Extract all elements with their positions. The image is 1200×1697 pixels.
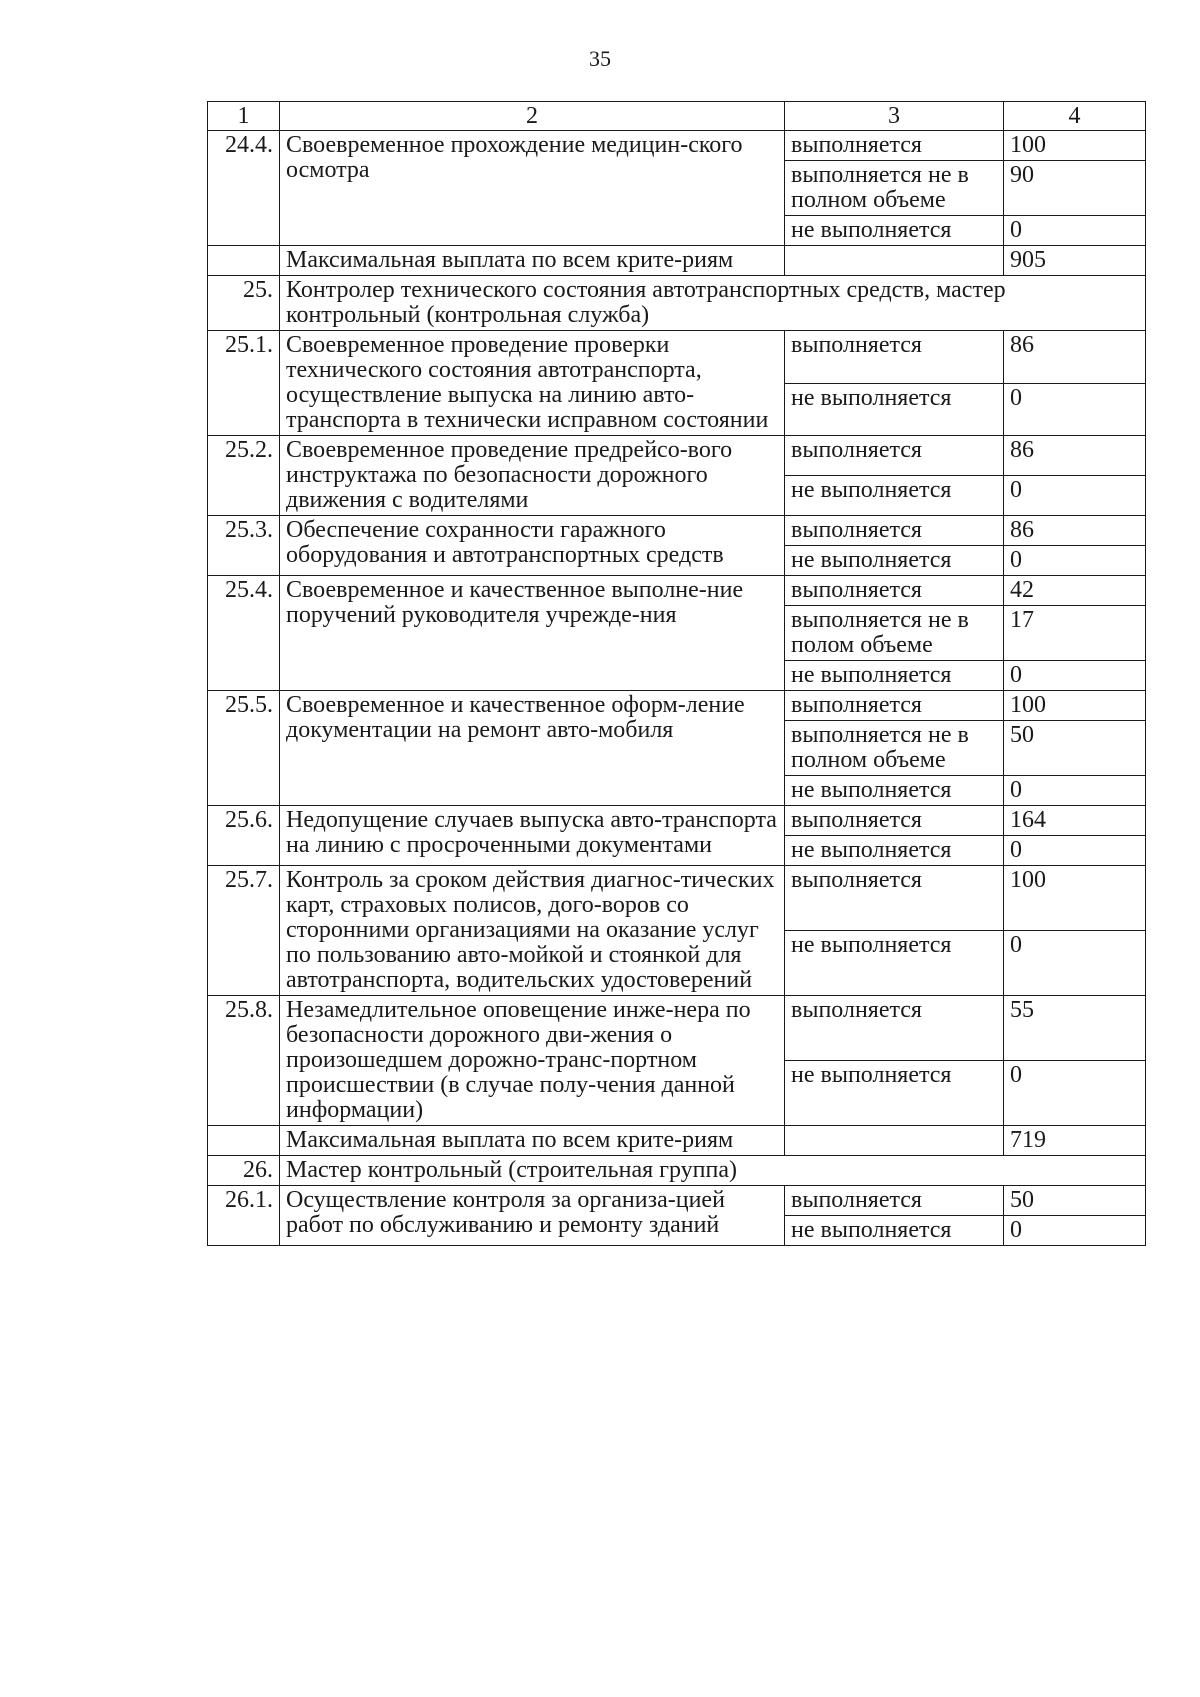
status-cell: выполняется не в полном объеме — [785, 721, 1004, 776]
status-cell: не выполняется — [785, 476, 1004, 516]
section-number: 25. — [208, 276, 280, 331]
total-value: 719 — [1004, 1126, 1146, 1156]
value-cell: 86 — [1004, 516, 1146, 546]
criterion-text: Своевременное и качественное выполне-ние поручений руководителя учрежде-ния — [280, 576, 785, 691]
value-cell: 50 — [1004, 721, 1146, 776]
page-number: 35 — [589, 46, 611, 71]
status-cell: выполняется не в полном объеме — [785, 161, 1004, 216]
criterion-text: Своевременное и качественное оформ-ление документации на ремонт авто-мобиля — [280, 691, 785, 806]
value-cell: 0 — [1004, 836, 1146, 866]
table-row — [208, 576, 1146, 606]
table-body — [208, 102, 1146, 1246]
row-number: 25.4. — [208, 576, 280, 691]
value-cell: 100 — [1004, 866, 1146, 931]
value-cell: 100 — [1004, 691, 1146, 721]
status-cell: не выполняется — [785, 546, 1004, 576]
status-cell: выполняется — [785, 331, 1004, 384]
header-col-4: 4 — [1004, 102, 1146, 131]
criterion-text: Осуществление контроля за организа-цией работ по обслуживанию и ремонту зданий — [280, 1186, 785, 1246]
total-row — [208, 246, 1146, 276]
row-number: 25.5. — [208, 691, 280, 806]
criterion-text: Недопущение случаев выпуска авто-транспорта на линию с просроченными документами — [280, 806, 785, 866]
section-title: Контролер технического состояния автотранспортных средств, мастер контрольный (контрольная служба) — [280, 276, 1146, 331]
table-row — [208, 436, 1146, 476]
value-cell: 90 — [1004, 161, 1146, 216]
section-row — [208, 276, 1146, 331]
row-number — [208, 246, 280, 276]
row-number: 24.4. — [208, 131, 280, 246]
section-title: Мастер контрольный (строительная группа) — [280, 1156, 1146, 1186]
status-cell: не выполняется — [785, 383, 1004, 436]
value-cell: 42 — [1004, 576, 1146, 606]
status-cell: не выполняется — [785, 1061, 1004, 1126]
value-cell: 100 — [1004, 131, 1146, 161]
value-cell: 0 — [1004, 1061, 1146, 1126]
status-cell: не выполняется — [785, 931, 1004, 996]
row-number: 25.2. — [208, 436, 280, 516]
section-number: 26. — [208, 1156, 280, 1186]
header-row — [208, 102, 1146, 131]
value-cell: 17 — [1004, 606, 1146, 661]
value-cell: 55 — [1004, 996, 1146, 1061]
table-row — [208, 806, 1146, 836]
status-cell: выполняется — [785, 806, 1004, 836]
total-value: 905 — [1004, 246, 1146, 276]
value-cell: 0 — [1004, 1216, 1146, 1246]
value-cell: 86 — [1004, 331, 1146, 384]
row-number — [208, 1126, 280, 1156]
status-cell: выполняется — [785, 691, 1004, 721]
total-label: Максимальная выплата по всем крите-риям — [280, 246, 785, 276]
table-row — [208, 516, 1146, 546]
value-cell: 0 — [1004, 776, 1146, 806]
table-row — [208, 131, 1146, 161]
status-cell: выполняется — [785, 131, 1004, 161]
value-cell: 0 — [1004, 931, 1146, 996]
status-cell: выполняется — [785, 866, 1004, 931]
status-cell: выполняется — [785, 576, 1004, 606]
total-row — [208, 1126, 1146, 1156]
criterion-text: Своевременное проведение предрейсо-вого инструктажа по безопасности дорожного движения с водителями — [280, 436, 785, 516]
value-cell: 0 — [1004, 476, 1146, 516]
row-number: 25.1. — [208, 331, 280, 436]
table-row — [208, 1186, 1146, 1216]
row-number: 25.3. — [208, 516, 280, 576]
value-cell: 0 — [1004, 546, 1146, 576]
status-cell — [785, 1126, 1004, 1156]
table-row — [208, 691, 1146, 721]
table-row — [208, 866, 1146, 931]
status-cell: не выполняется — [785, 661, 1004, 691]
status-cell: не выполняется — [785, 1216, 1004, 1246]
status-cell: выполняется — [785, 436, 1004, 476]
status-cell: выполняется — [785, 1186, 1004, 1216]
status-cell: не выполняется — [785, 776, 1004, 806]
criteria-table — [207, 101, 1146, 1246]
value-cell: 0 — [1004, 216, 1146, 246]
status-cell — [785, 246, 1004, 276]
status-cell: выполняется не в полом объеме — [785, 606, 1004, 661]
header-col-1: 1 — [208, 102, 280, 131]
value-cell: 50 — [1004, 1186, 1146, 1216]
criterion-text: Своевременное проведение проверки технического состояния автотранспорта, осуществление выпуска на линию авто-транспорта в технически исправном состоянии — [280, 331, 785, 436]
table-row — [208, 331, 1146, 384]
row-number: 25.6. — [208, 806, 280, 866]
table-row — [208, 996, 1146, 1061]
value-cell: 86 — [1004, 436, 1146, 476]
value-cell: 164 — [1004, 806, 1146, 836]
row-number: 25.7. — [208, 866, 280, 996]
value-cell: 0 — [1004, 383, 1146, 436]
row-number: 26.1. — [208, 1186, 280, 1246]
criterion-text: Обеспечение сохранности гаражного оборудования и автотранспортных средств — [280, 516, 785, 576]
header-col-3: 3 — [785, 102, 1004, 131]
criterion-text: Контроль за сроком действия диагнос-тических карт, страховых полисов, дого-воров со сторонними организациями на оказание услуг по пользованию авто-мойкой и стоянкой для автотранспорта, водительских удостоверений — [280, 866, 785, 996]
status-cell: выполняется — [785, 516, 1004, 546]
criterion-text: Незамедлительное оповещение инже-нера по безопасности дорожного дви-жения о произошедшем дорожно-транс-портном происшествии (в случае полу-чения данной информации) — [280, 996, 785, 1126]
section-row — [208, 1156, 1146, 1186]
status-cell: не выполняется — [785, 836, 1004, 866]
status-cell: не выполняется — [785, 216, 1004, 246]
status-cell: выполняется — [785, 996, 1004, 1061]
value-cell: 0 — [1004, 661, 1146, 691]
total-label: Максимальная выплата по всем крите-риям — [280, 1126, 785, 1156]
header-col-2: 2 — [280, 102, 785, 131]
criterion-text: Своевременное прохождение медицин-ского осмотра — [280, 131, 785, 246]
row-number: 25.8. — [208, 996, 280, 1126]
